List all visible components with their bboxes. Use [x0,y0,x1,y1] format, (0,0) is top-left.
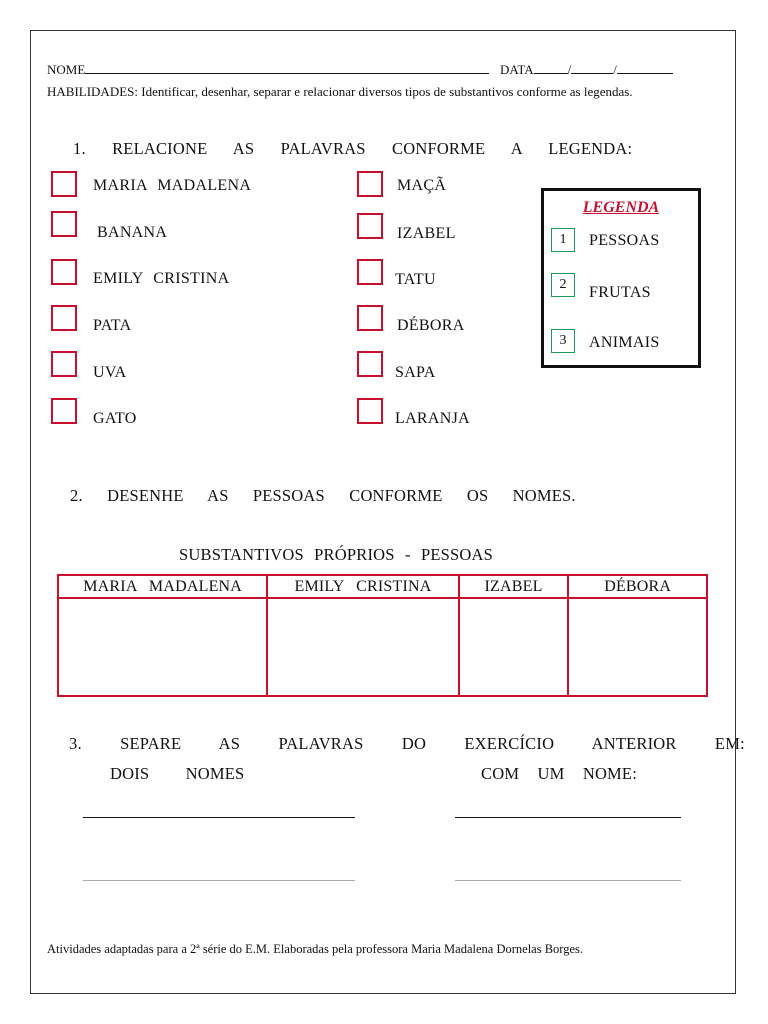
checkbox-izabel[interactable] [357,213,383,239]
checkbox-uva[interactable] [51,351,77,377]
checkbox-sapa[interactable] [357,351,383,377]
item-label: PATA [93,317,132,334]
q3-title: 3. SEPARE AS PALAVRAS DO EXERCÍCIO ANTERIOR EM: [69,734,745,753]
checkbox-gato[interactable] [51,398,77,424]
item-label: LARANJA [395,410,470,427]
column-header: IZABEL [459,575,569,598]
item-label: TATU [395,271,436,288]
checkbox-maca[interactable] [357,171,383,197]
legend-number-2: 2 [551,273,575,297]
item-label: IZABEL [397,225,456,242]
date-month-blank[interactable] [571,62,613,74]
column-header: MARIA MADALENA [58,575,267,598]
checkbox-maria-madalena[interactable] [51,171,77,197]
name-blank-line[interactable] [85,62,489,74]
item-label: BANANA [97,224,168,241]
answer-line-two-names-1[interactable] [83,817,355,818]
legend-box [541,188,701,368]
checkbox-emily-cristina[interactable] [51,259,77,285]
date-day-blank[interactable] [534,62,568,74]
legend-number-3: 3 [551,329,575,353]
people-drawing-table [57,574,708,697]
q2-table-title: SUBSTANTIVOS PRÓPRIOS - PESSOAS [179,545,493,564]
date-year-blank[interactable] [617,62,673,74]
q2-title: 2. DESENHE AS PESSOAS CONFORME OS NOMES. [70,486,576,505]
footer-credit: Atividades adaptadas para a 2ª série do E.M. Elaboradas pela professora Maria Madalena Dornelas Borges. [47,942,584,956]
item-label: DÉBORA [397,317,465,334]
q1-title: 1. RELACIONE AS PALAVRAS CONFORME A LEGENDA: [73,139,633,158]
checkbox-debora[interactable] [357,305,383,331]
drawing-cell-emily-cristina[interactable] [267,598,458,696]
legend-label-frutas: FRUTAS [589,284,651,301]
drawing-cell-maria-madalena[interactable] [58,598,267,696]
date-field: DATA / / [500,62,673,78]
legend-number-1: 1 [551,228,575,252]
checkbox-banana[interactable] [51,211,77,237]
name-field [47,62,489,78]
answer-line-one-name-2[interactable] [455,880,681,881]
item-label: MARIA MADALENA [93,177,252,194]
worksheet-page [30,30,745,994]
answer-line-one-name-1[interactable] [455,817,681,818]
drawing-cell-debora[interactable] [568,598,707,696]
checkbox-tatu[interactable] [357,259,383,285]
column-header: DÉBORA [568,575,707,598]
legend-title: LEGENDA [582,199,660,216]
drawing-cell-izabel[interactable] [459,598,569,696]
item-label: UVA [93,364,127,381]
column-header: EMILY CRISTINA [267,575,458,598]
checkbox-pata[interactable] [51,305,77,331]
legend-label-pessoas: PESSOAS [589,232,660,249]
q3-col-left-label: DOIS NOMES [110,764,245,783]
habilidades-text: HABILIDADES: Identificar, desenhar, separar e relacionar diversos tipos de substantivos conforme as legendas. [47,84,633,99]
date-label: DATA [500,62,534,77]
legend-label-animais: ANIMAIS [589,334,660,351]
q3-col-right-label: COM UM NOME: [481,764,637,783]
item-label: MAÇÃ [397,177,447,194]
item-label: GATO [93,410,137,427]
item-label: SAPA [395,364,436,381]
name-label: NOME [47,62,86,77]
answer-line-two-names-2[interactable] [83,880,355,881]
checkbox-laranja[interactable] [357,398,383,424]
item-label: EMILY CRISTINA [93,270,230,287]
